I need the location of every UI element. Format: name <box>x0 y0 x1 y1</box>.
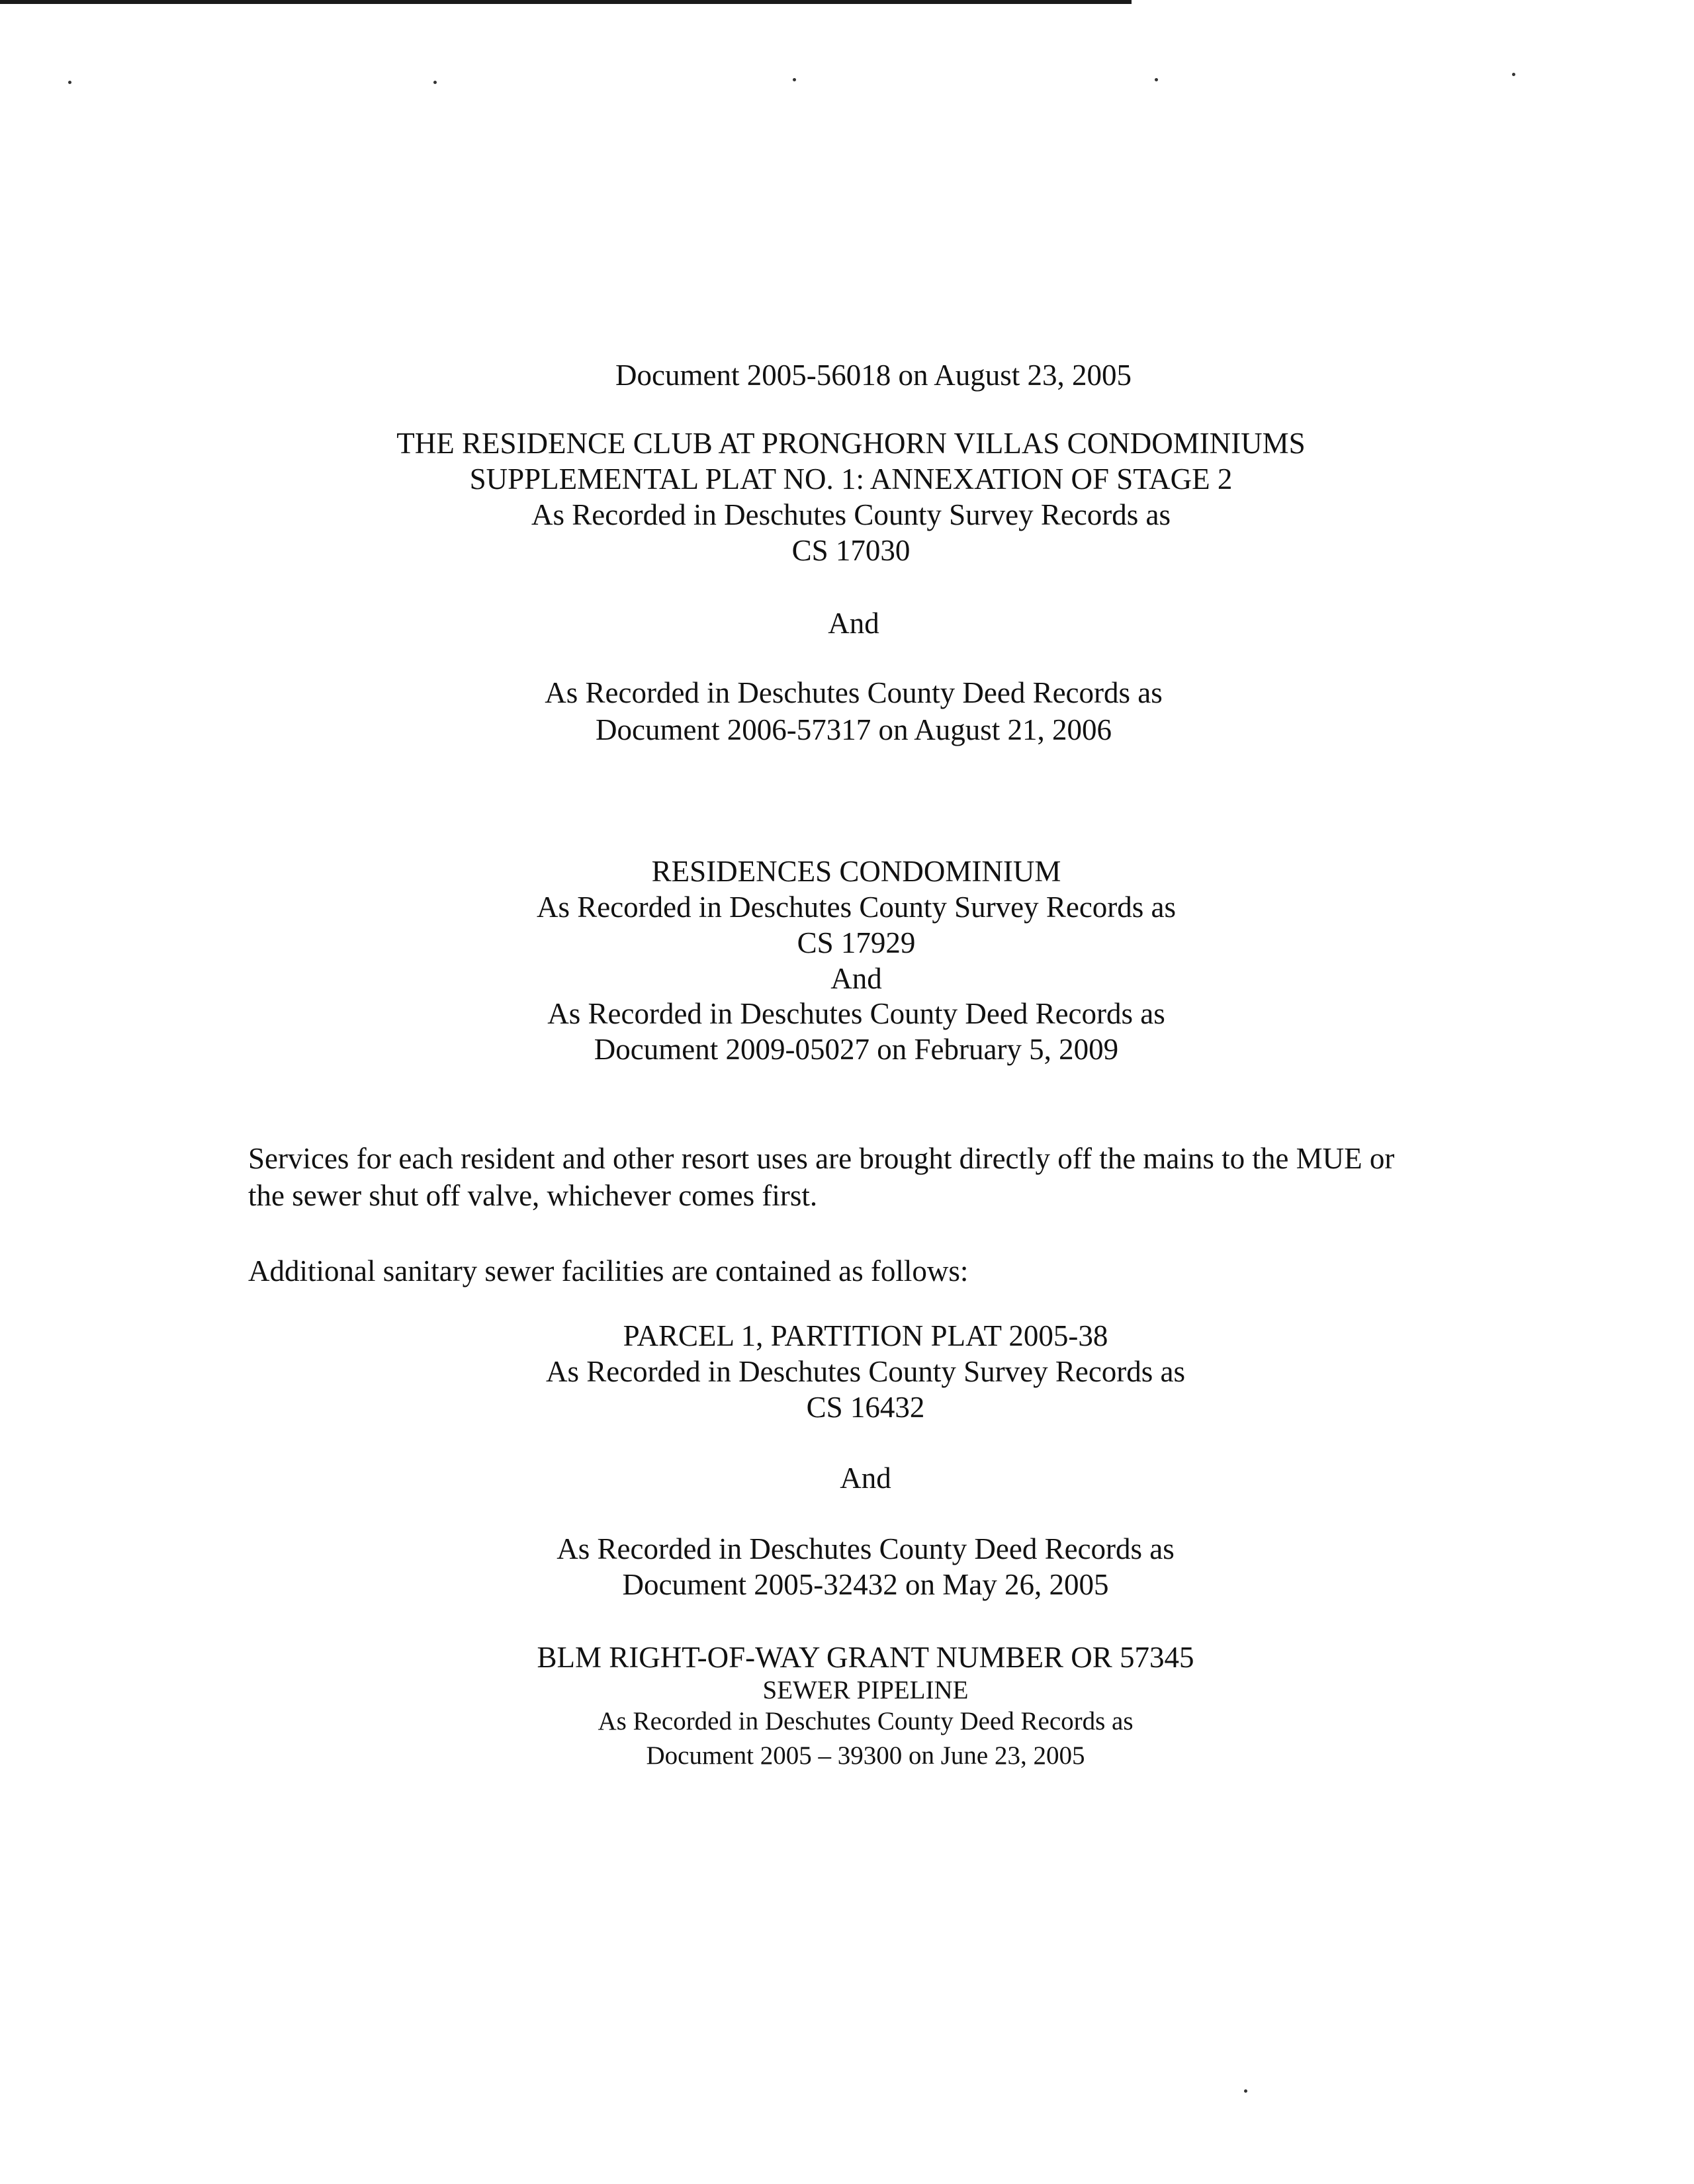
scan-speck <box>68 81 71 84</box>
block3-title: PARCEL 1, PARTITION PLAT 2005-38 <box>623 1319 1108 1352</box>
block4-title: BLM RIGHT-OF-WAY GRANT NUMBER OR 57345 <box>537 1641 1194 1674</box>
block3-document-line: Document 2005-32432 on May 26, 2005 <box>622 1568 1109 1601</box>
scan-speck <box>1512 73 1515 76</box>
services-paragraph <box>248 1140 1486 1214</box>
block4-deed-line: As Recorded in Deschutes County Deed Records as <box>598 1707 1134 1735</box>
block2-document-line: Document 2009-05027 on February 5, 2009 <box>594 1033 1119 1066</box>
block2-cs-number: CS 17929 <box>797 926 916 959</box>
block1-deed-line: As Recorded in Deschutes County Deed Records as <box>545 676 1163 709</box>
block1-cs-number: CS 17030 <box>791 534 911 567</box>
additional-facilities-paragraph <box>248 1252 1486 1289</box>
scan-speck <box>1155 78 1158 81</box>
block1-document-line: Document 2006-57317 on August 21, 2006 <box>596 713 1112 746</box>
block1-subtitle: SUPPLEMENTAL PLAT NO. 1: ANNEXATION OF STAGE 2 <box>469 462 1233 496</box>
block3-survey-line: As Recorded in Deschutes County Survey Records as <box>545 1355 1186 1388</box>
block4-subtitle: SEWER PIPELINE <box>762 1676 969 1704</box>
header-document-line: Document 2005-56018 on August 23, 2005 <box>615 359 1132 392</box>
scan-speck <box>433 81 437 84</box>
block2-and: And <box>830 962 882 995</box>
scan-top-edge <box>0 0 1132 4</box>
block2-survey-line: As Recorded in Deschutes County Survey Records as <box>536 891 1177 924</box>
additional-facilities-text: Additional sanitary sewer facilities are contained as follows: <box>248 1254 969 1288</box>
block3-cs-number: CS 16432 <box>806 1391 925 1424</box>
block3-deed-line: As Recorded in Deschutes County Deed Records as <box>557 1532 1175 1565</box>
services-paragraph-line2: the sewer shut off valve, whichever comes first. <box>248 1179 818 1212</box>
block2-title: RESIDENCES CONDOMINIUM <box>651 855 1061 888</box>
scan-speck <box>793 78 796 81</box>
block2-deed-line: As Recorded in Deschutes County Deed Records as <box>547 997 1165 1030</box>
block1-and: And <box>828 607 879 640</box>
block4-document-line: Document 2005 – 39300 on June 23, 2005 <box>646 1741 1085 1770</box>
services-paragraph-line1: Services for each resident and other resort uses are brought directly off the mains to the MUE or <box>248 1142 1395 1175</box>
block1-survey-line: As Recorded in Deschutes County Survey Records as <box>531 498 1171 531</box>
scan-speck <box>1244 2089 1247 2093</box>
block3-and: And <box>840 1462 891 1495</box>
block1-title: THE RESIDENCE CLUB AT PRONGHORN VILLAS CONDOMINIUMS <box>396 427 1306 460</box>
